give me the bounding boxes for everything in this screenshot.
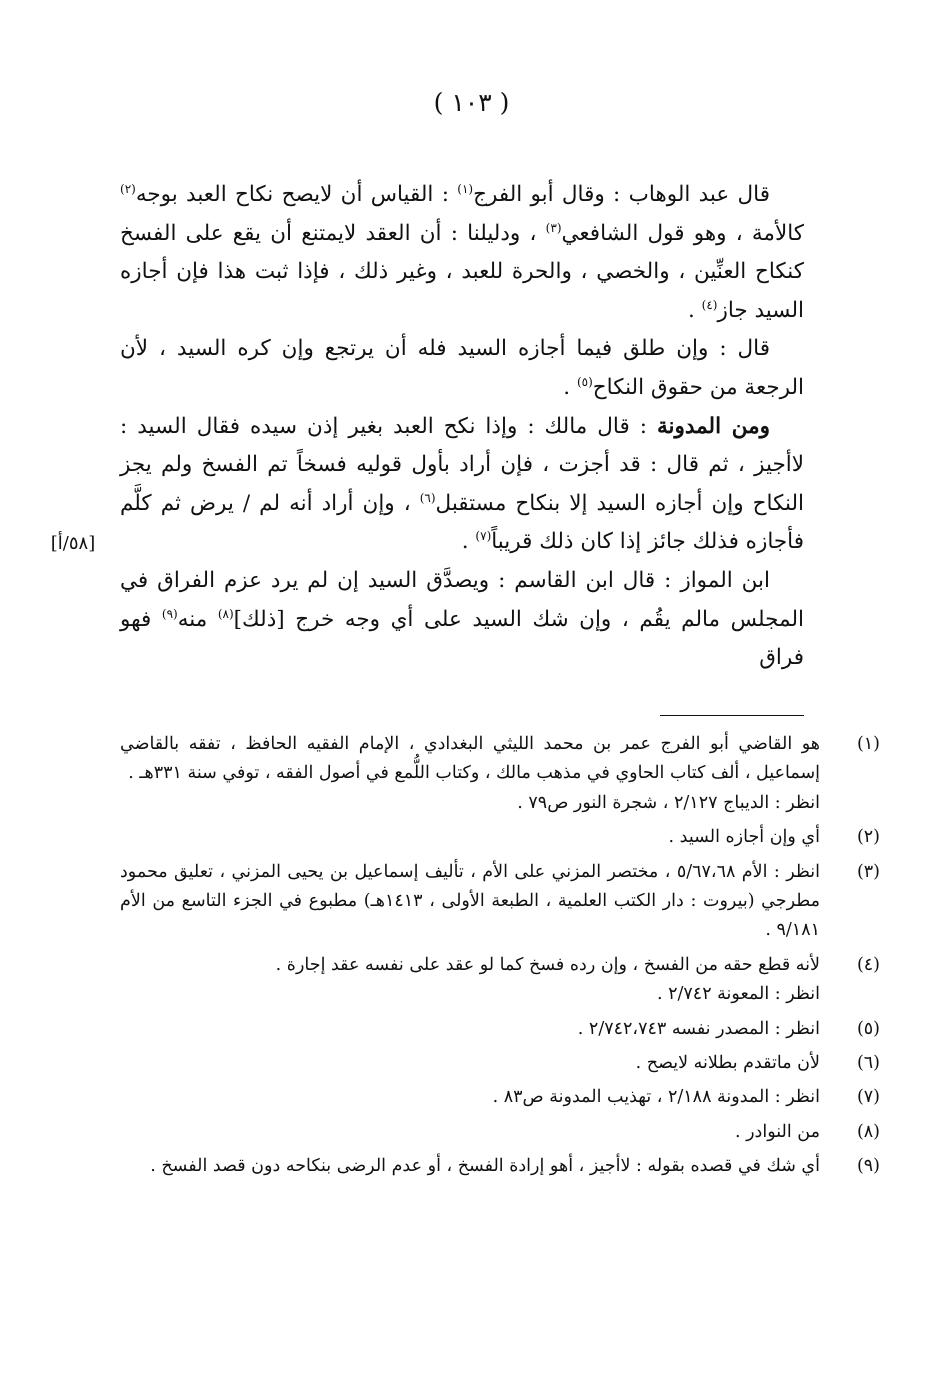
footnote-ref[interactable]: (٦) xyxy=(419,490,436,505)
footnote xyxy=(120,730,880,818)
footnote xyxy=(120,823,880,852)
footnote xyxy=(120,858,880,946)
footnote-ref[interactable]: (٤) xyxy=(701,297,718,312)
footnote-ref[interactable]: (٩) xyxy=(161,606,178,621)
source-heading: ومن المدونة xyxy=(656,413,770,439)
manuscript-folio-marker: [٥٨/أ] xyxy=(50,533,96,554)
text-segment: ، وإن أراد أنه لم / يرض ثم كلَّم فأجازه فذلك جائز إذا كان ذلك قريباً xyxy=(120,490,804,555)
text-segment: . xyxy=(687,297,702,323)
text-segment: . xyxy=(563,374,577,400)
footnote xyxy=(120,951,880,1010)
text-segment: كالأمة ، وهو قول الشافعي xyxy=(561,220,804,246)
footnote-text xyxy=(120,1118,820,1147)
footnote-separator xyxy=(660,715,804,716)
footnote-number: (٨) xyxy=(856,1121,880,1142)
footnote-line: انظر : الديباج ٢/١٢٧ ، شجرة النور ص٧٩ . xyxy=(517,792,820,813)
footnote xyxy=(120,1152,880,1181)
text-segment: : القياس أن لايصح نكاح العبد بوجه xyxy=(135,182,458,207)
footnote-number: (٤) xyxy=(856,954,880,975)
text-segment: قال عبد الوهاب : وقال أبو الفرج xyxy=(473,182,770,207)
footnote-ref[interactable]: (٧) xyxy=(475,529,492,544)
footnote-line: أي وإن أجازه السيد . xyxy=(668,827,820,848)
footnote-line: هو القاضي أبو الفرج عمر بن محمد الليثي البغدادي ، الإمام الفقيه الحافظ ، تفقه بالقاضي إسماعيل ، ألف كتاب الحاوي في مذهب مالك ، وكتاب اللُّمع في أصول الفقه ، توفي سنة ٣٣١هـ . xyxy=(120,734,820,784)
footnote-text xyxy=(120,951,820,1010)
text-segment: فهو فراق xyxy=(120,606,804,671)
text-segment: : قال مالك : وإذا نكح العبد بغير إذن سيده فقال السيد : لاأجيز ، ثم قال : قد أجزت ، فإن أراد بأول قوليه فسخاً تم الفسخ ولم يجز النكاح وإن أجازه السيد إلا بنكاح مستقبل xyxy=(120,413,804,516)
footnote-ref[interactable]: (٨) xyxy=(217,606,234,621)
footnote-number: (٥) xyxy=(856,1018,880,1039)
footnote-number: (٧) xyxy=(856,1087,880,1108)
footnote-number: (٣) xyxy=(856,861,880,882)
footnotes xyxy=(120,730,880,1187)
footnote-ref[interactable]: (٥) xyxy=(576,374,593,389)
text-segment: منه xyxy=(177,606,218,632)
footnote xyxy=(120,1049,880,1078)
footnote-text xyxy=(120,1152,820,1181)
text-segment: . xyxy=(461,529,476,555)
footnote-text xyxy=(120,858,820,946)
footnote-line: انظر : المعونة ٢/٧٤٢ . xyxy=(656,984,820,1005)
footnote-number: (٩) xyxy=(856,1156,880,1177)
paragraph-2 xyxy=(120,330,804,407)
paragraph-4 xyxy=(120,562,804,678)
footnote-number: (٦) xyxy=(856,1053,880,1074)
footnote-line: انظر : المصدر نفسه ٢/٧٤٢،٧٤٣ . xyxy=(577,1018,820,1039)
footnote-text xyxy=(120,1049,820,1078)
footnote-text xyxy=(120,823,820,852)
main-text xyxy=(120,176,804,678)
paragraph-3 xyxy=(120,408,804,562)
footnote-line: من النوادر . xyxy=(734,1121,820,1142)
footnote xyxy=(120,1118,880,1147)
footnote-text xyxy=(120,1015,820,1044)
footnote-line: انظر : الأم ٥/٦٧،٦٨ ، مختصر المزني على الأم ، تأليف إسماعيل بن يحيى المزني ، تعليق محمود مطرجي (بيروت : دار الكتب العلمية ، الطبعة الأولى ، ١٤١٣هـ) مطبوع في الجزء التاسع من الأم ٩/١٨١ . xyxy=(120,861,820,941)
text-segment: قال : وإن طلق فيما أجازه السيد فله أن يرتجع وإن كره السيد ، لأن الرجعة من حقوق النكاح xyxy=(120,336,804,400)
text-segment: ، ودليلنا : أن العقد لايمتنع أن يقع على الفسخ كنكاح العنِّين ، والخصي ، والحرة للعبد ، وغير ذلك ، فإذا ثبت هذا فإن أجازه السيد جاز xyxy=(120,220,804,323)
page-number: ( ١٠٣ ) xyxy=(433,88,510,117)
footnote-number: (١) xyxy=(856,734,880,754)
footnote-text xyxy=(120,730,820,818)
footnote-line: لأن ماتقدم بطلانه لايصح . xyxy=(635,1053,820,1074)
footnote-line: أي شك في قصده بقوله : لاأجيز ، أهو إرادة الفسخ ، أو عدم الرضى بنكاحه دون قصد الفسخ . xyxy=(150,1156,820,1177)
footnote-number: (٢) xyxy=(856,827,880,848)
footnote-ref[interactable]: (٢) xyxy=(120,181,136,196)
paragraph-1 xyxy=(120,176,804,330)
footnote-ref[interactable]: (١) xyxy=(457,181,474,196)
footnote xyxy=(120,1083,880,1112)
footnote xyxy=(120,1015,880,1044)
footnote-text xyxy=(120,1083,820,1112)
footnote-ref[interactable]: (٣) xyxy=(545,220,562,235)
footnote-line: لأنه قطع حقه من الفسخ ، وإن رده فسخ كما لو عقد على نفسه عقد إجارة . xyxy=(275,954,820,975)
footnote-line: انظر : المدونة ٢/١٨٨ ، تهذيب المدونة ص٨٣ . xyxy=(492,1087,820,1108)
text-segment: ابن المواز : قال ابن القاسم : ويصدَّق السيد إن لم يرد عزم الفراق في المجلس مالم يقُم ، وإن شك السيد على أي وجه خرج [ذلك] xyxy=(120,567,804,632)
